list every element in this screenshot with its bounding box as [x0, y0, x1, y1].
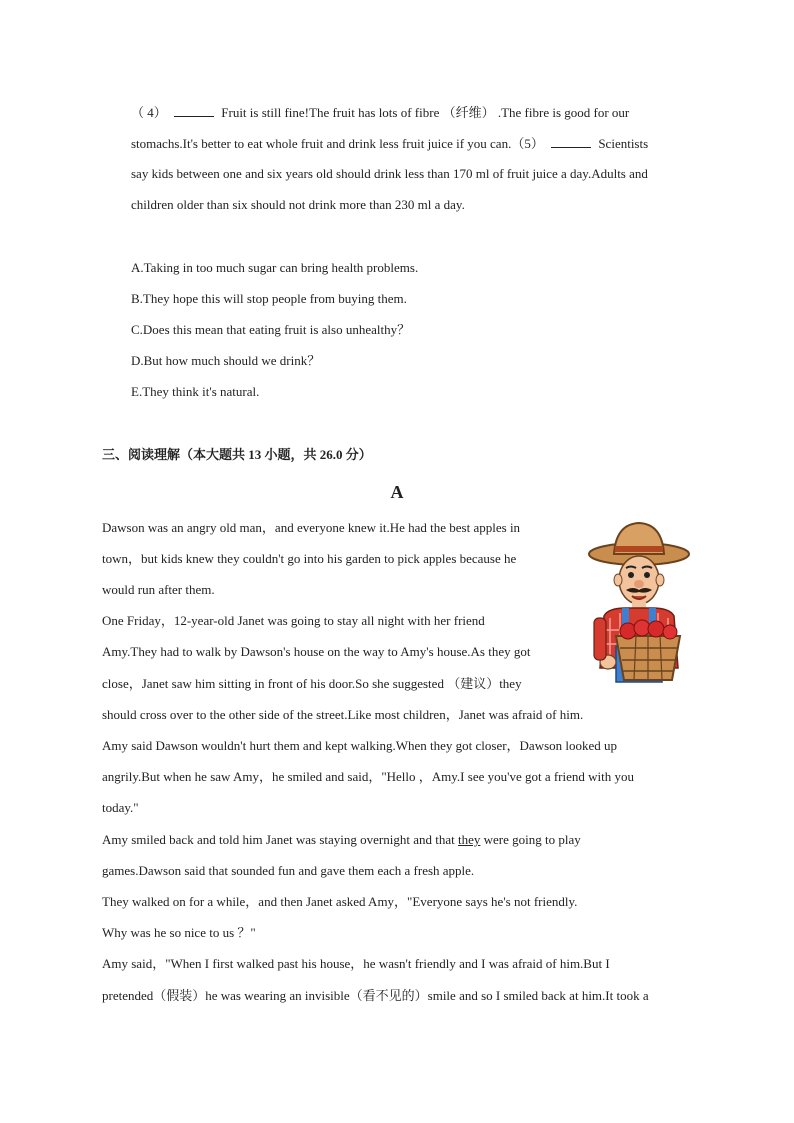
passage-text: Scientists: [598, 136, 649, 151]
option-c: C.Does this mean that eating fruit is also unhealthy？: [131, 322, 411, 337]
story-text: Amy smiled back and told him Janet was staying overnight and that: [102, 832, 458, 847]
passage-text: stomachs.It's better to eat whole fruit and drink less fruit juice if you can.（5）: [131, 136, 544, 151]
story-line-9: angrily.But when he saw Amy，he smiled and said，"Hello ，Amy.I see you've got a friend with you: [102, 769, 635, 784]
story-line-7: should cross over to the other side of the street.Like most children，Janet was afraid of him.: [102, 707, 584, 722]
story-line-8: Amy said Dawson wouldn't hurt them and kept walking.When they got closer，Dawson looked up: [102, 738, 618, 753]
option-b: B.They hope this will stop people from buying them.: [131, 291, 407, 306]
answer-blank-5[interactable]: [551, 135, 591, 148]
passage-text: Fruit is still fine!The fruit has lots of fibre （纤维） .The fibre is good for our: [221, 105, 630, 120]
answer-blank-4[interactable]: [174, 104, 214, 117]
underlined-word-they: they: [458, 832, 481, 847]
passage-line-1: [131, 104, 629, 121]
option-d: D.But how much should we drink？: [131, 353, 321, 368]
story-line-10: today.": [102, 800, 139, 815]
story-line-4: One Friday，12-year-old Janet was going to stay all night with her friend: [102, 613, 485, 628]
story-line-5: Amy.They had to walk by Dawson's house on the way to Amy's house.As they got: [102, 644, 531, 659]
story-line-3: would run after them.: [102, 582, 215, 597]
story-line-1: Dawson was an angry old man，and everyone knew it.He had the best apples in: [102, 520, 521, 535]
farmer-illustration: [586, 518, 692, 690]
story-line-12: games.Dawson said that sounded fun and gave them each a fresh apple.: [102, 863, 475, 878]
section-heading: 三、阅读理解（本大题共 13 小题，共 26.0 分）: [102, 447, 372, 462]
question-number-4: （ 4）: [131, 105, 167, 120]
story-line-14: Why was he so nice to us ？": [102, 925, 256, 940]
option-e: E.They think it's natural.: [131, 384, 260, 399]
passage-line-4: children older than six should not drink more than 230 ml a day.: [131, 197, 465, 212]
story-line-15: Amy said，"When I first walked past his house，he wasn't friendly and I was afraid of him.But I: [102, 956, 610, 971]
story-line-6: close，Janet saw him sitting in front of his door.So she suggested （建议）they: [102, 676, 522, 691]
story-line-16: pretended（假装）he was wearing an invisible（看不见的）smile and so I smiled back at him.It took a: [102, 988, 649, 1003]
story-line-11: [102, 832, 581, 848]
option-a: A.Taking in too much sugar can bring health problems.: [131, 260, 419, 275]
passage-line-2: [131, 135, 648, 152]
part-label: A: [390, 482, 404, 502]
story-text: were going to play: [480, 832, 581, 847]
story-line-2: town，but kids knew they couldn't go into his garden to pick apples because he: [102, 551, 517, 566]
passage-line-3: say kids between one and six years old should drink less than 170 ml of fruit juice a day.Adults and: [131, 166, 648, 181]
story-line-13: They walked on for a while，and then Janet asked Amy，"Everyone says he's not friendly.: [102, 894, 578, 909]
